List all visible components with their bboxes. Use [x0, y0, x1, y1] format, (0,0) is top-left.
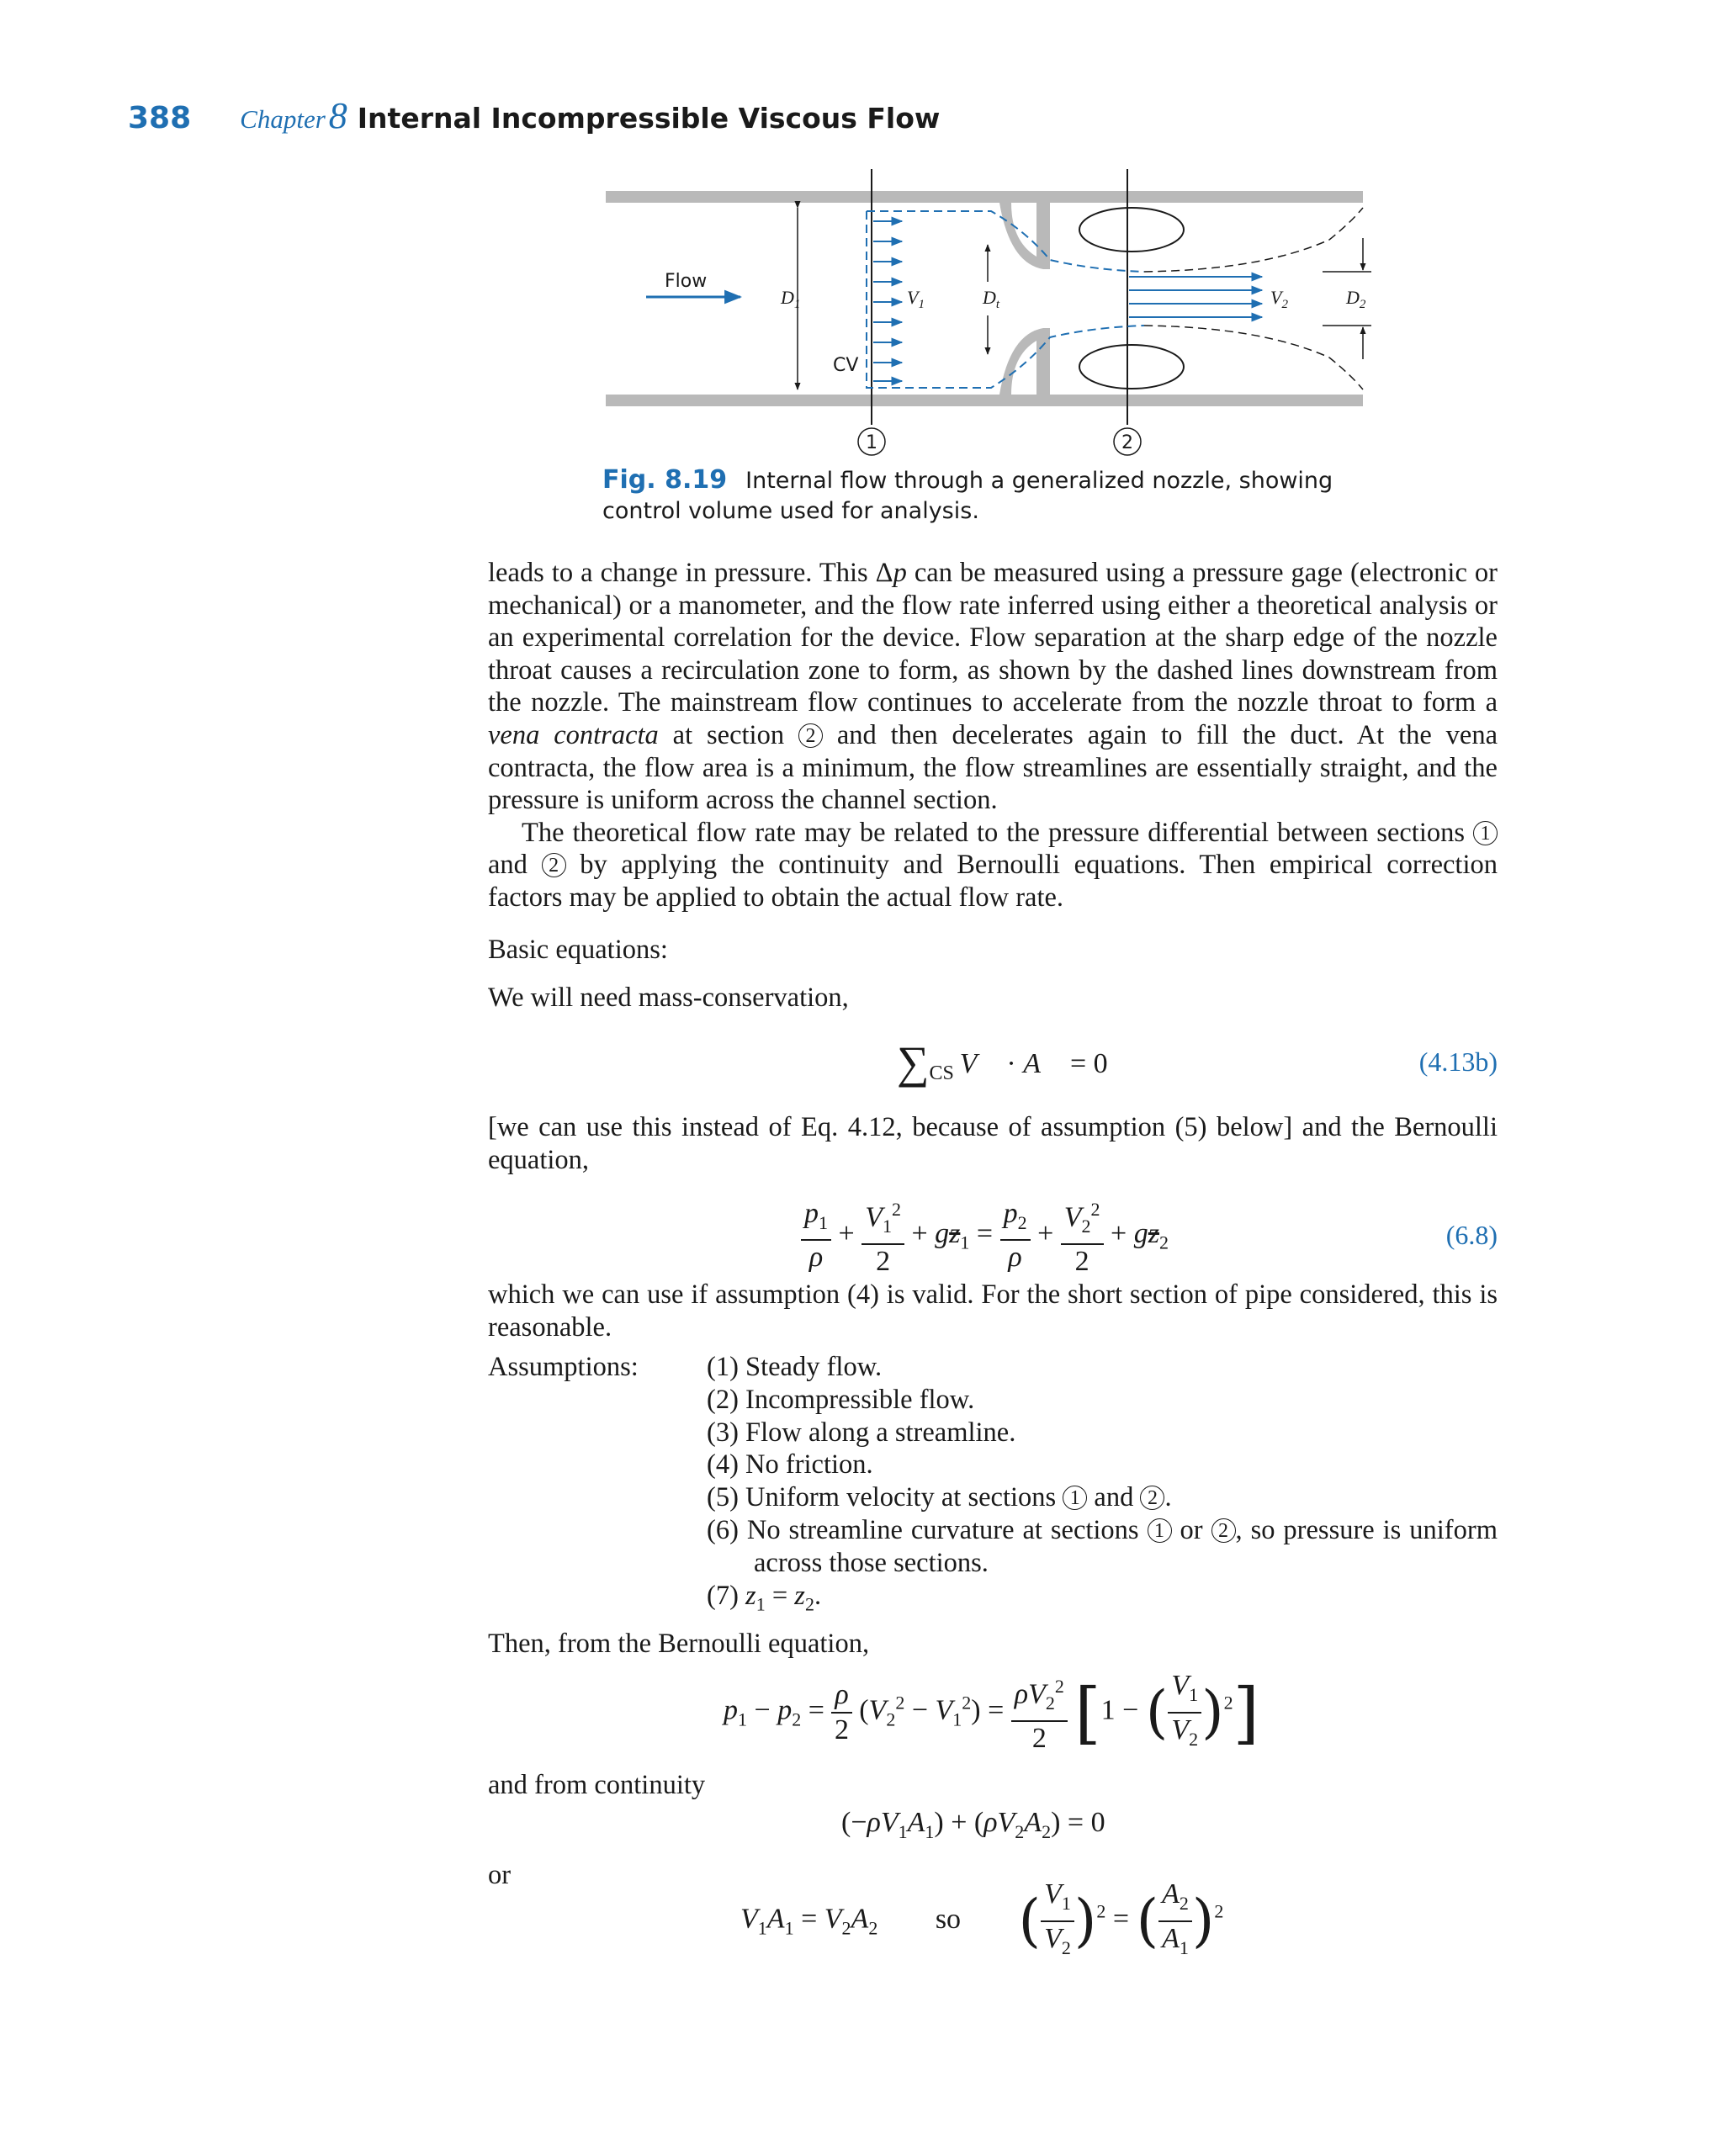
chapter-word: Chapter [240, 104, 326, 134]
from-continuity-text: and from continuity [488, 1770, 706, 1800]
separation-streamline-bottom [1144, 326, 1363, 389]
section-2-ref: 2 [798, 723, 823, 748]
assumptions-label: Assumptions: [488, 1352, 639, 1382]
then-from-bernoulli-text: Then, from the Bernoulli equation, [488, 1629, 870, 1659]
assumption-item: (2) Incompressible flow. [707, 1384, 975, 1415]
chapter-title: Internal Incompressible Viscous Flow [357, 102, 941, 135]
paragraph-4: which we can use if assumption (4) is valid. For the short section of pipe considered, this is reasonable. [488, 1279, 1498, 1343]
recirculation-zone-bottom [1079, 345, 1184, 389]
pressure-difference-equation: $p_1 - p_2$ = $\frac{\rho}{2}$ $(V_2^2 - V_1^2)$ = $\frac{\rho V_2^2}{2}$ [1 − ( $\frac{V_1}{V_2}$ )$^2$] [724, 1670, 1259, 1754]
area-velocity-ratio-equation: $V_1A_1 = V_2A_2$ so ( $\frac{V_1}{V_2}$ )$^2$ = ( $\frac{A_2}{A_1}$ )$^2$ [740, 1878, 1224, 1958]
assumption-item: (3) Flow along a streamline. [707, 1417, 1016, 1448]
assumption-item: (4) No friction. [707, 1449, 873, 1481]
assumptions-list [707, 1351, 1498, 1621]
or-text: or [488, 1860, 512, 1890]
recirculation-zone-top [1079, 208, 1184, 252]
velocity-profile-2 [1129, 277, 1262, 317]
assumption-item: (6) No streamline curvature at sections 1 or 2 , so pressure is uniform across those sections. [707, 1514, 1498, 1578]
velocity-profile-1 [873, 221, 902, 381]
mass-conservation-text: We will need mass-conservation, [488, 983, 849, 1013]
section-marker-2-label: 2 [1121, 432, 1133, 453]
v2-label: $V_2$ [1270, 287, 1288, 311]
equation-4-13b: $\sum_{CS}$ V⃗ · A⃗ = 0 [897, 1037, 1108, 1088]
assumption-item: (7) $z_1 = z_2$. [707, 1580, 822, 1615]
pipe-wall-top [606, 191, 1363, 203]
chapter-number: 8 [328, 95, 347, 136]
caption-label: Fig. 8.19 [602, 465, 728, 495]
assumption-item: (1) Steady flow. [707, 1352, 883, 1382]
cv-label: CV [833, 355, 859, 376]
d2-label: $D_2$ [1346, 287, 1366, 311]
equation-number-4-13b: (4.13b) [1418, 1046, 1498, 1077]
assumption-item: (5) Uniform velocity at sections 1 and 2 . [707, 1482, 1172, 1513]
running-header [128, 94, 940, 141]
nozzle-flow-diagram [589, 164, 1405, 467]
section-marker-1-label: 1 [866, 432, 877, 453]
v1-label: $V_1$ [907, 287, 925, 311]
d1-label: $D_1$ [781, 287, 801, 311]
section-2-ref: 2 [542, 853, 566, 877]
caption-text: Internal flow through a generalized nozzle, showing control volume used for analysis. [602, 468, 1333, 524]
pipe-wall-bottom [606, 395, 1363, 406]
continuity-equation: $(-\rho V_1A_1) + (\rho V_2A_2) = 0$ [841, 1807, 1105, 1842]
paragraph-1: leads to a change in pressure. This Δp can be measured using a pressure gage (electronic or mechanical) or a manometer, and the flow rate inferred using either a theoretical analysis or an experimental correlation for the device. Flow separation at the sharp edge of the nozzle throat causes a recirculation zone to form, as shown by the dashed lines downstream from the nozzle. The mainstream flow continues to accelerate from the nozzle throat to form a vena contracta at section 2 and then decelerates again to fill the duct. At the vena contracta, the flow area is a minimum, the flow streamlines are essentially straight, and the pressure is uniform across the channel section. [488, 558, 1498, 816]
paragraph-2: The theoretical flow rate may be related to the pressure differential between sections 1 and 2 by applying the continuity and Bernoulli equations. Then empirical correction factors may be applied to obtain the actual flow rate. [488, 817, 1498, 913]
flow-label: Flow [665, 271, 708, 292]
section-1-ref: 1 [1473, 821, 1498, 845]
dt-label: $D_t$ [983, 287, 1000, 311]
page-number: 388 [128, 101, 192, 135]
figure-caption [602, 465, 1410, 527]
equation-number-6-8: (6.8) [1445, 1220, 1498, 1250]
paragraph-3: [we can use this instead of Eq. 4.12, because of assumption (5) below] and the Bernoulli equation, [488, 1112, 1498, 1175]
basic-equations-label: Basic equations: [488, 935, 668, 965]
equation-6-8: $\frac{p_1}{\rho}$ + $\frac{V_1^2}{2}$ + $gz_1$ = $\frac{p_2}{\rho}$ + $\frac{V_2^2}{2}$ + $gz_2$ [801, 1193, 1169, 1279]
body-paragraphs [488, 557, 1498, 914]
